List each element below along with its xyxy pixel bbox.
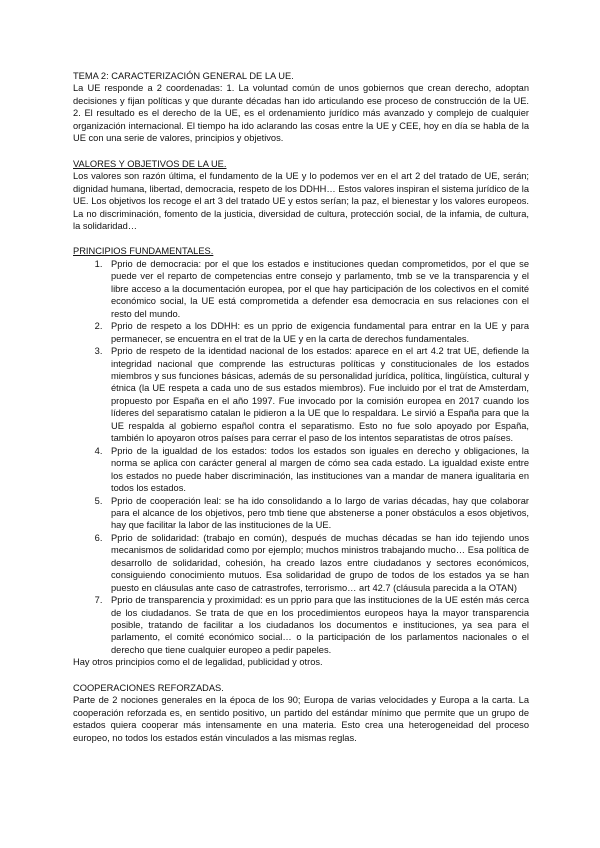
principios-title: PRINCIPIOS FUNDAMENTALES. [73,246,214,257]
cooperaciones-title: COOPERACIONES REFORZADAS. [73,682,224,693]
valores-body: Los valores son razón última, el fundamento de la UE y lo podemos ver en el art 2 del tratado de UE, serán; dignidad humana, libertad, democracia, respeto de los DDHH… Estos valores inspiran el sistema jurídico de la UE. Los objetivos los recoge el art 3 del tratado UE y estos serían; la paz, el bienestar y los valores europeos. La no discriminación, fomento de la justicia, diversidad de cultura, protección social, de la infamia, de cultura, la solidaridad… [73,171,529,231]
tema-body: La UE responde a 2 coordenadas: 1. La voluntad común de unos gobiernos que crean derecho, adoptan decisiones y fijan políticas y que durante décadas han ido articulando ese proceso de construcción de la UE. 2. El resultado es el derecho de la UE, es el ordenamiento jurídico más avanzado y complejo de cualquier organización internacional. El tiempo ha ido aclarando las cosas entre la UE y CEE, hoy en día se habla de la UE con una serie de valores, principios y objetivos. [73,83,529,144]
principios-footer: Hay otros principios como el de legalidad, publicidad y otros. [73,657,323,668]
tema-title: TEMA 2: CARACTERIZACIÓN GENERAL DE LA UE. [73,71,294,81]
valores-title: VALORES Y OBJETIVOS DE LA UE. [73,158,227,169]
principio-item: 3. Pprio de respeto de la identidad nacional de los estados: aparece en el art 4.2 trat UE, defiende la integridad nacional que comprende las estructuras políticas y constitucionales de los estados miembros y sus funciones básicas, además de su personalidad jurídica, política, lingüística, cultural y étnica (la UE respeta a cada uno de sus estados miembros). Fue incluido por el trat de Amsterdam, propuesto por España en el año 1997. Fue invocado por la comisión europea en 2017 cuando los líderes del separatismo catalan le pidieron a la UE que lo respaldara. Le sirvió a España para que la UE respalda al gobierno español contra el separatismo. Esto no fue solo apoyado por España, también lo apoyaron otros países para cerrar el paso de los intentos separatistas de otros países. [105,345,529,445]
principio-item: 7. Pprio de transparencia y proximidad: es un pprio para que las instituciones de la UE estén más cerca de los ciudadanos. Se trata de que en los procedimientos europeos haya la mayor transparencia posible, tratando de facilitar a los ciudadanos los documentos e instituciones, ya sea para el parlamento, el comité económico social… o la participación de los parlamentos nacionales o el derecho que tiene cualquier europeo a pedir papeles. [105,594,529,656]
principio-item: 1. Pprio de democracia: por el que los estados e instituciones quedan comprometidos, por el que se puede ver el reparto de competencias entre consejo y parlamento, tmb se ve la transparencia y el libre acceso a la documentación europea, por el que hay participación de los colectivos en el comité económico social, la UE está comprometida a defender esa democracia en sus relaciones con el resto del mundo. [105,258,529,320]
principios-list [73,258,529,657]
cooperaciones-body: Parte de 2 nociones generales en la época de los 90; Europa de varias velocidades y Europa a la carta. La cooperación reforzada es, en sentido positivo, un partido del estándar mínimo que permite que un grupo de estados quiera cooperar más intensamente en una materia. Esto crea una heterogeneidad del proceso europeo, no todos los estados están vinculados a las mismas reglas. [73,695,529,743]
principio-item: 5. Pprio de cooperación leal: se ha ido consolidando a lo largo de varias décadas, hay que colaborar para el alcance de los objetivos, pero tmb tiene que abstenerse a poner obstáculos a esos objetivos, hay que facilitar la labor de las instituciones de la UE. [105,495,529,532]
principio-item: 4. Pprio de la igualdad de los estados: todos los estados son iguales en derecho y obligaciones, la norma se aplica con carácter general al margen de cómo sea cada estado. La igualdad existe entre los estados no puede haber discriminación, las instituciones van a mandar de manera igualitaria en todos los estados. [105,445,529,495]
principio-item: 2. Pprio de respeto a los DDHH: es un pprio de exigencia fundamental para entrar en la UE y para permanecer, se encuentra en el trat de la UE y en la carta de derechos fundamentales. [105,320,529,345]
principio-item: 6. Pprio de solidaridad: (trabajo en común), después de muchas décadas se han ido tejiendo unos mecanismos de solidaridad como por ejemplo; muchos ministros trabajando mucho… Esa política de desarrollo de solidaridad, cohesión, ha creado lazos entre ciudadanos y sectores económicos, consiguiendo conocimiento mutuos. Esa solidaridad de grupo de todos de los estados ya se han puesto en cláusulas ante caso de catrastrofes, terrorismo… art 42.7 (cláusula parecida a la OTAN) [105,532,529,594]
